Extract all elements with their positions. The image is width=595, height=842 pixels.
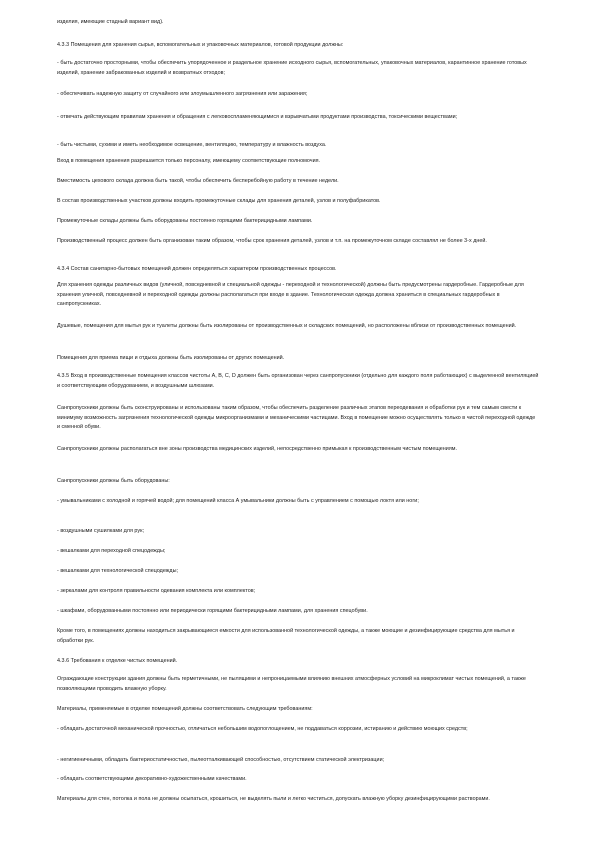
section-heading-4-3-3: 4.3.3 Помещения для хранения сырья, вспомогательных и упаковочных материалов, готовой продукции должны: (57, 42, 344, 48)
paragraph: Санпропускники должны располагаться вне зоны производства медицинских изделий, непосредственно примыкая к производственным чистым помещениям. (57, 446, 458, 452)
list-item: - умывальниками с холодной и горячей водой; для помещений класса А умывальники должны быть с управлением с помощью локтя или ноги; (57, 498, 419, 504)
paragraph: Помещения для приема пищи и отдыха должны быть изолированы от других помещений. (57, 355, 285, 361)
paragraph: Вместимость цехового склада должна быть такой, чтобы обеспечить бесперебойную работу в течение недели. (57, 178, 339, 184)
list-item: - обеспечивать надежную защиту от случайного или злоумышленного загрязнения или заражения; (57, 91, 308, 97)
list-item: - шкафами, оборудованными постоянно или периодически горящими бактерицидными лампами, для хранения спецобуви. (57, 608, 368, 614)
section-heading-4-3-4: 4.3.4 Состав санитарно-бытовых помещений должен определяться характером производственных процессов. (57, 266, 337, 272)
paragraph: Для хранения одежды различных видов (уличной, повседневной и специальной одежды - переходной и технологической) должны быть предусмотрены гардеробные. Гардеробные для хранения уличной, повседневной и переходной одежды должны располагаться при входе в здание. Технологическая одежда должна храниться в специальных гардеробных в санпропускниках. (57, 282, 524, 308)
paragraph: В состав производственных участков должны входить промежуточные склады для хранения деталей, узлов и полуфабрикатов. (57, 198, 381, 204)
paragraph: Кроме того, в помещениях должны находиться закрывающиеся емкости для использованной технологической одежды, а также моющие и дезинфицирующие средства для мытья и обработки рук. (57, 628, 515, 644)
list-item: - вешалками для переходной спецодежды; (57, 548, 166, 554)
list-item: - негигиеничными, обладать бактериостатичностью, пылеотталкивающей способностью, отсутствием статической электризации; (57, 757, 385, 763)
paragraph: Душевые, помещения для мытья рук и туалеты должны быть изолированы от производственных и складских помещений, но расположены вблизи от производственных помещений. (57, 323, 517, 329)
section-heading-4-3-6: 4.3.6 Требования к отделке чистых помещений. (57, 658, 178, 664)
list-item: - быть чистыми, сухими и иметь необходимое освещение, вентиляцию, температуру и влажность воздуха. (57, 142, 327, 148)
paragraph: Промежуточные склады должны быть оборудованы постоянно горящими бактерицидными лампами. (57, 218, 313, 224)
paragraph: Производственный процесс должен быть организован таким образом, чтобы срок хранения деталей, узлов и т.п. на промежуточном складе составлял не более 3-х дней. (57, 238, 487, 244)
paragraph: изделия, имеющие стадный вариант вид). (57, 19, 164, 25)
list-item: - вешалками для технологической спецодежды; (57, 568, 178, 574)
list-item: - отвечать действующим правилам хранения и обращения с легковоспламеняющимися и взрывчатыми продуктами производства, токсическими веществами; (57, 114, 458, 120)
list-item: - обладать достаточной механической прочностью, отличаться небольшим водопоглощением, не поддаваться коррозии, истиранию и действию моющих средств; (57, 726, 468, 732)
list-item: - воздушными сушилками для рук; (57, 528, 144, 534)
paragraph: Ограждающие конструкции здания должны быть герметичными, не пылящими и непроницаемыми влиянию внешних атмосферных условий на микроклимат чистых помещений, а также позволяющими проводить влажную уборку. (57, 676, 526, 692)
paragraph: Материалы для стен, потолка и пола не должны осыпаться, крошиться, не выделять пыли и легко чиститься, допускать влажную уборку дезинфицирующими растворами. (57, 796, 490, 802)
list-item: - обладать соответствующими декоративно-художественными качествами. (57, 776, 247, 782)
list-item: - быть достаточно просторными, чтобы обеспечить упорядоченное и раздельное хранение исходного сырья, вспомогательных, упаковочных материалов, карантинное хранение готовых изделий, хранение забракованных изделий и возвратных отходов; (57, 60, 527, 76)
paragraph: Вход в помещения хранения разрешается только персоналу, имеющему соответствующие полномочия. (57, 158, 321, 164)
paragraph: Санпропускники должны быть оборудованы: (57, 478, 170, 484)
paragraph: Материалы, применяемые в отделке помещений должны соответствовать следующим требованиям: (57, 706, 313, 712)
paragraph: Санпропускники должны быть сконструированы и использованы таким образом, чтобы обеспечить разделение различных этапов переодевания и обработки рук и тем самым свести к минимуму возможность загрязнения технологической одежды микроорганизмами и механическими частицами. Вход в помещение можно осуществлять только в чистой переходной одежде и сменной обуви. (57, 405, 536, 431)
list-item: - зеркалами для контроля правильности одевания комплекта или комплектов; (57, 588, 256, 594)
section-heading-4-3-5: 4.3.5 Вход в производственные помещения классов чистоты А, В, С, D должен быть организован через санпропускники (отдельно для каждого поля работающих) с выделенной вентиляцией и соответствующим оборудованием, и воздушными шлюзами. (57, 373, 539, 389)
